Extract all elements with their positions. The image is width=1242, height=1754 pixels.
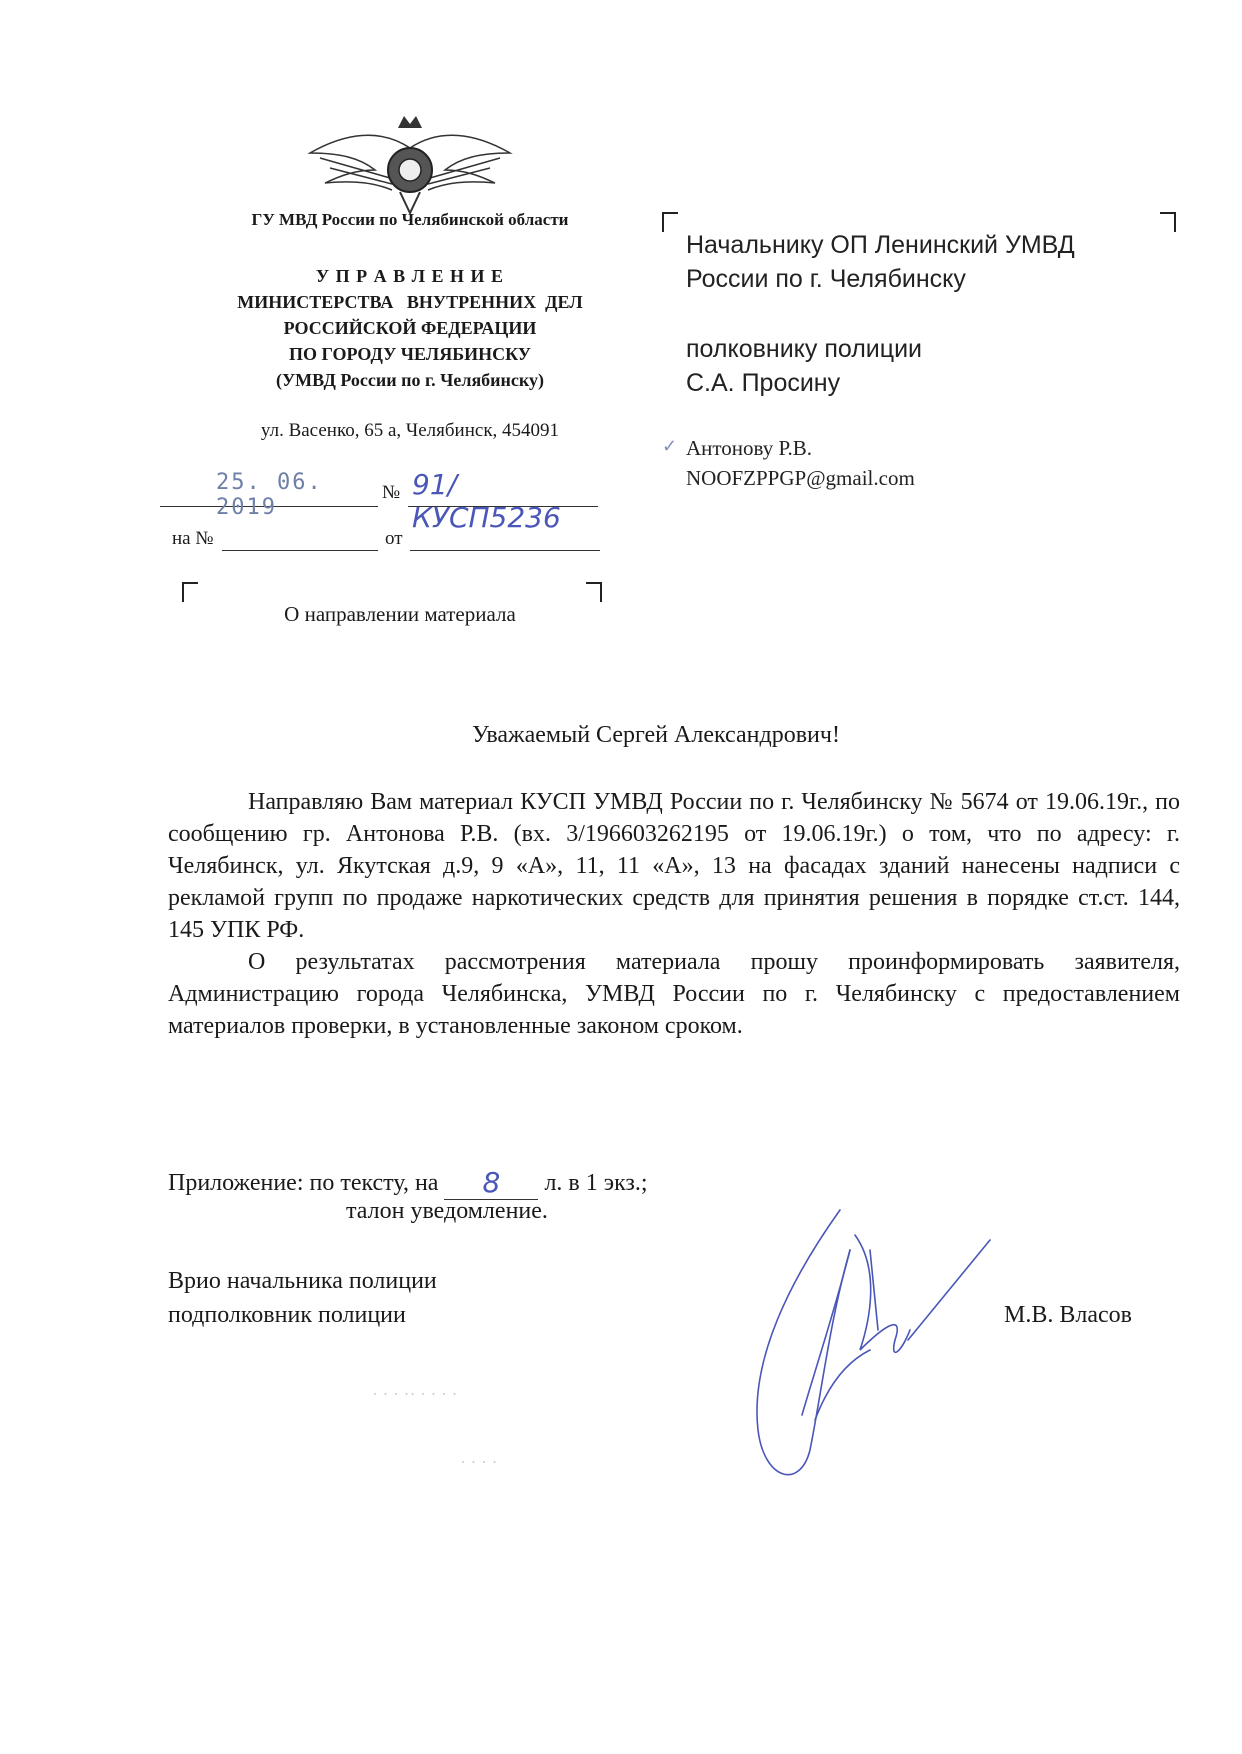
paragraph-2: О результатах рассмотрения материала прошу проинформировать заявителя, Администрацию города Челябинска, УМВД России по г. Челябинску с предоставлением материалов проверки, в установленные законом сроком. (168, 949, 1180, 1039)
dept-line-3: РОССИЙСКОЙ ФЕДЕРАЦИИ (283, 318, 537, 338)
reg-no: 91/КУСП5236 (412, 468, 561, 534)
greeting: Уважаемый Сергей Александрович! (472, 722, 840, 748)
attachment-prefix: Приложение: по тексту, на (168, 1170, 439, 1196)
signatory-title-2: подполковник полиции (168, 1302, 406, 1328)
addressee-line-4: С.А. Просину (686, 369, 841, 397)
addressee-line-2: России по г. Челябинску (686, 265, 966, 293)
ministry-title: ГУ МВД России по Челябинской области (251, 210, 569, 229)
ref-from-label: от (385, 528, 403, 549)
dept-line-5: (УМВД России по г. Челябинску) (275, 370, 545, 390)
addressee-line-3: полковнику полиции (686, 335, 923, 363)
attachment-count-field (444, 1166, 538, 1200)
subject-corner-left (182, 582, 198, 602)
attachment-line (168, 1164, 648, 1198)
org-address: ул. Васенко, 65 а, Челябинск, 454091 (260, 420, 560, 441)
bleed-through-1: · · · ·· · · · · (372, 1384, 458, 1404)
reg-date: 25. 06. 2019 (216, 470, 323, 520)
copy-recipient-name: Антонову Р.В. (686, 436, 813, 460)
addressee-corner-right (1160, 212, 1176, 232)
attachment-count: 8 (482, 1166, 501, 1199)
attachment-line-2: талон уведомление. (346, 1198, 548, 1224)
reg-no-field (408, 468, 598, 534)
emblem-icon (300, 108, 520, 218)
addressee-line-1: Начальнику ОП Ленинский УМВД (686, 231, 1075, 259)
addressee-corner-left (662, 212, 678, 232)
reg-date-field (160, 468, 378, 520)
bleed-through-2: · · · · (460, 1452, 498, 1472)
copy-recipient-email: NOOFZPPGP@gmail.com (686, 466, 915, 490)
dept-line-4: ПО ГОРОДУ ЧЕЛЯБИНСКУ (288, 344, 531, 364)
ref-number-field (222, 528, 378, 551)
paragraph-1: Направляю Вам материал КУСП УМВД России по г. Челябинску № 5674 от 19.06.19г., по сообщению гр. Антонова Р.В. (вх. 3/196603262195 от 19.06.19г.) о том, что по адресу: г. Челябинск, ул. Якутская д.9, 9 «А», 11, 11 «А», 13 на фасадах зданий нанесены надписи с рекламой групп по продаже наркотических средств для принятия решения в порядке ст.ст. 144, 145 УПК РФ. (168, 789, 1180, 943)
subject-line: О направлении материала (284, 602, 516, 626)
signatory-name: М.В. Власов (1004, 1302, 1132, 1328)
dept-line-2: МИНИСТЕРСТВА ВНУТРЕННИХ ДЕЛ (237, 292, 583, 312)
attachment-suffix: л. в 1 экз.; (544, 1170, 648, 1196)
ref-label: на № (172, 528, 214, 549)
signature-icon (730, 1190, 1010, 1500)
subject-corner-right (586, 582, 602, 602)
check-mark-icon: ✓ (662, 436, 678, 456)
ref-date-field (410, 528, 600, 551)
signatory-title-1: Врио начальника полиции (168, 1268, 437, 1294)
dept-line-1: У П Р А В Л Е Н И Е (315, 266, 505, 286)
letter-body (168, 786, 1180, 1042)
reg-no-label: № (382, 482, 401, 503)
